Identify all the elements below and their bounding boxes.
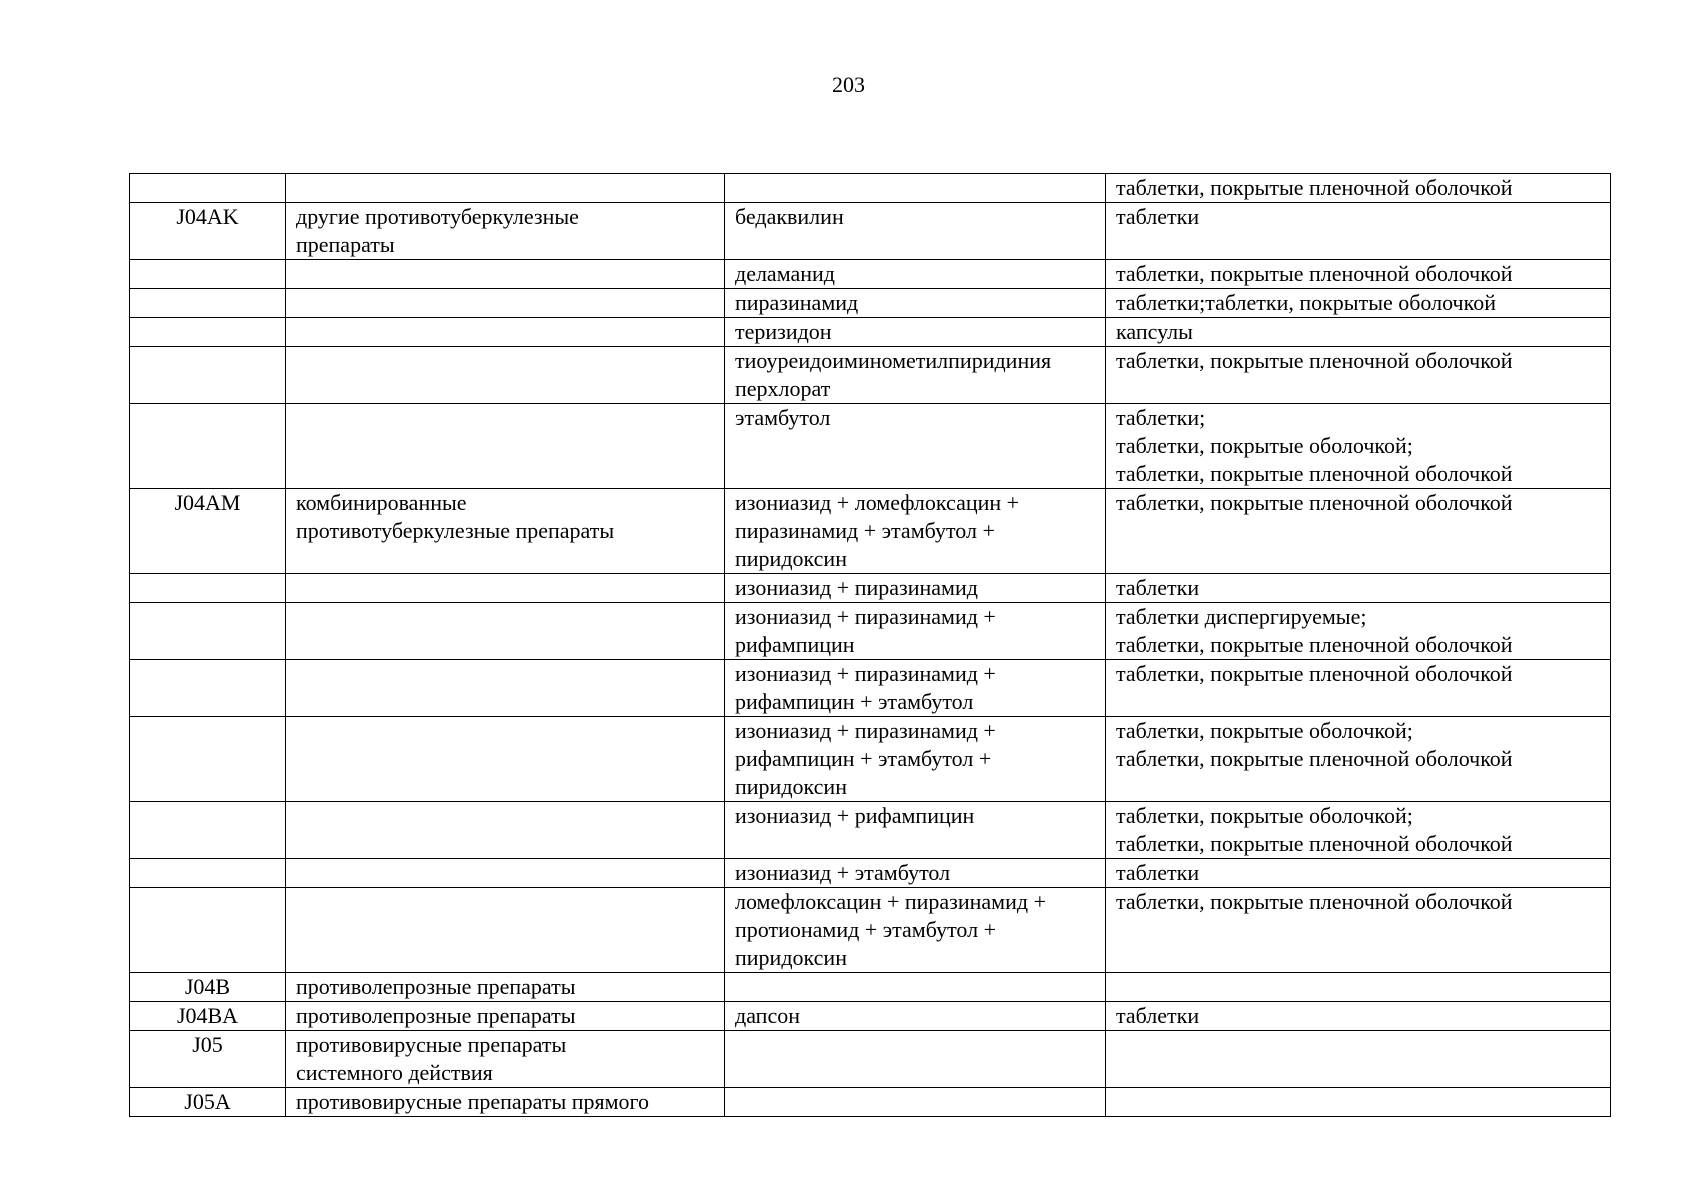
pharm-group-cell <box>286 859 725 888</box>
drug-name-cell <box>725 1031 1106 1088</box>
atc-code-cell: J04AM <box>130 489 286 574</box>
drug-name-cell: изониазид + пиразинамид <box>725 574 1106 603</box>
pharm-group-cell: противолепрозные препараты <box>286 1002 725 1031</box>
drug-name-cell: теризидон <box>725 318 1106 347</box>
dosage-form-cell <box>1106 973 1611 1002</box>
pharm-group-cell: другие противотуберкулезные препараты <box>286 203 725 260</box>
drug-name-cell: изониазид + пиразинамид + рифампицин <box>725 603 1106 660</box>
drug-name-cell: бедаквилин <box>725 203 1106 260</box>
table-row <box>130 859 1611 888</box>
atc-code-cell <box>130 404 286 489</box>
dosage-form-cell: таблетки, покрытые пленочной оболочкой <box>1106 489 1611 574</box>
dosage-form-cell: таблетки, покрытые оболочкой; таблетки, покрытые пленочной оболочкой <box>1106 802 1611 859</box>
atc-code-cell <box>130 888 286 973</box>
dosage-form-cell: таблетки, покрытые пленочной оболочкой <box>1106 347 1611 404</box>
dosage-form-cell <box>1106 1031 1611 1088</box>
table-row <box>130 1088 1611 1117</box>
table-row <box>130 489 1611 574</box>
dosage-form-cell <box>1106 1088 1611 1117</box>
table-row <box>130 203 1611 260</box>
pharm-group-cell: комбинированные противотуберкулезные препараты <box>286 489 725 574</box>
table-row <box>130 289 1611 318</box>
drug-name-cell: изониазид + этамбутол <box>725 859 1106 888</box>
dosage-form-cell: таблетки, покрытые пленочной оболочкой <box>1106 888 1611 973</box>
page-number: 203 <box>832 72 865 97</box>
dosage-form-cell: таблетки <box>1106 859 1611 888</box>
atc-code-cell <box>130 603 286 660</box>
table-body <box>130 174 1611 1117</box>
drug-table <box>129 173 1611 1117</box>
drug-name-cell: деламанид <box>725 260 1106 289</box>
dosage-form-cell: таблетки, покрытые пленочной оболочкой <box>1106 260 1611 289</box>
atc-code-cell <box>130 660 286 717</box>
atc-code-cell: J05 <box>130 1031 286 1088</box>
pharm-group-cell <box>286 289 725 318</box>
table-row <box>130 717 1611 802</box>
pharm-group-cell <box>286 717 725 802</box>
pharm-group-cell <box>286 660 725 717</box>
atc-code-cell: J04BA <box>130 1002 286 1031</box>
pharm-group-cell <box>286 574 725 603</box>
drug-name-cell: дапсон <box>725 1002 1106 1031</box>
pharm-group-cell: противовирусные препараты системного действия <box>286 1031 725 1088</box>
pharm-group-cell <box>286 174 725 203</box>
dosage-form-cell: таблетки, покрытые оболочкой; таблетки, покрытые пленочной оболочкой <box>1106 717 1611 802</box>
table-row <box>130 603 1611 660</box>
dosage-form-cell: таблетки;таблетки, покрытые оболочкой <box>1106 289 1611 318</box>
pharm-group-cell <box>286 404 725 489</box>
pharm-group-cell: противовирусные препараты прямого <box>286 1088 725 1117</box>
drug-name-cell <box>725 174 1106 203</box>
atc-code-cell <box>130 717 286 802</box>
pharm-group-cell <box>286 888 725 973</box>
atc-code-cell <box>130 574 286 603</box>
drug-name-cell: изониазид + ломефлоксацин + пиразинамид + этамбутол + пиридоксин <box>725 489 1106 574</box>
table-row <box>130 574 1611 603</box>
atc-code-cell: J05A <box>130 1088 286 1117</box>
table-row <box>130 802 1611 859</box>
atc-code-cell: J04AK <box>130 203 286 260</box>
atc-code-cell: J04B <box>130 973 286 1002</box>
atc-code-cell <box>130 318 286 347</box>
pharm-group-cell <box>286 802 725 859</box>
atc-code-cell <box>130 859 286 888</box>
table-row <box>130 973 1611 1002</box>
table-row <box>130 174 1611 203</box>
atc-code-cell <box>130 347 286 404</box>
table-row <box>130 660 1611 717</box>
pharm-group-cell: противолепрозные препараты <box>286 973 725 1002</box>
drug-name-cell: ломефлоксацин + пиразинамид + протионамид + этамбутол + пиридоксин <box>725 888 1106 973</box>
dosage-form-cell: капсулы <box>1106 318 1611 347</box>
dosage-form-cell: таблетки диспергируемые; таблетки, покрытые пленочной оболочкой <box>1106 603 1611 660</box>
atc-code-cell <box>130 174 286 203</box>
table-row <box>130 404 1611 489</box>
dosage-form-cell: таблетки <box>1106 203 1611 260</box>
drug-name-cell <box>725 1088 1106 1117</box>
drug-name-cell: пиразинамид <box>725 289 1106 318</box>
pharm-group-cell <box>286 603 725 660</box>
dosage-form-cell: таблетки, покрытые пленочной оболочкой <box>1106 174 1611 203</box>
pharm-group-cell <box>286 347 725 404</box>
drug-name-cell <box>725 973 1106 1002</box>
table-row <box>130 318 1611 347</box>
drug-name-cell: изониазид + пиразинамид + рифампицин + этамбутол + пиридоксин <box>725 717 1106 802</box>
atc-code-cell <box>130 260 286 289</box>
drug-name-cell: изониазид + пиразинамид + рифампицин + этамбутол <box>725 660 1106 717</box>
dosage-form-cell: таблетки; таблетки, покрытые оболочкой; таблетки, покрытые пленочной оболочкой <box>1106 404 1611 489</box>
table-row <box>130 347 1611 404</box>
dosage-form-cell: таблетки <box>1106 1002 1611 1031</box>
drug-name-cell: изониазид + рифампицин <box>725 802 1106 859</box>
table-row <box>130 1031 1611 1088</box>
table-row <box>130 888 1611 973</box>
table-row <box>130 1002 1611 1031</box>
drug-name-cell: тиоуреидоиминометилпиридиния перхлорат <box>725 347 1106 404</box>
drug-name-cell: этамбутол <box>725 404 1106 489</box>
pharm-group-cell <box>286 260 725 289</box>
atc-code-cell <box>130 289 286 318</box>
dosage-form-cell: таблетки <box>1106 574 1611 603</box>
table-row <box>130 260 1611 289</box>
pharm-group-cell <box>286 318 725 347</box>
atc-code-cell <box>130 802 286 859</box>
dosage-form-cell: таблетки, покрытые пленочной оболочкой <box>1106 660 1611 717</box>
